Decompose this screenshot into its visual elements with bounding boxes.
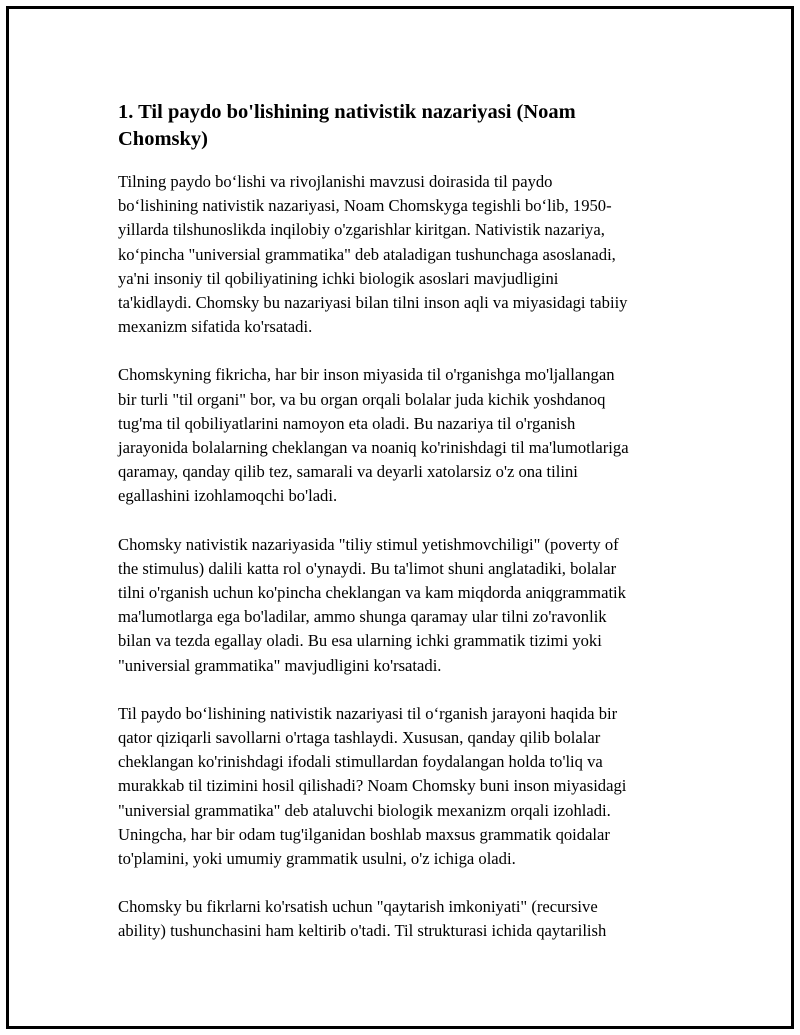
text-line: jarayonida bolalarning cheklangan va noaniq ko'rinishdagi til ma'lumotlariga <box>118 438 629 458</box>
text-line: ability) tushunchasini ham keltirib o'tadi. Til strukturasi ichida qaytarilish <box>118 921 607 941</box>
section-heading-line: 1. Til paydo bo'lishining nativistik nazariyasi (Noam <box>118 101 576 123</box>
text-line: yillarda tilshunoslikda inqilobiy o'zgarishlar kiritgan. Nativistik nazariya, <box>118 220 605 240</box>
text-line: qaramay, qanday qilib tez, samarali va deyarli xatolarsiz o'z ona tilini <box>118 462 578 482</box>
text-line: tug'ma til qobiliyatlarini namoyon eta oladi. Bu nazariya til o'rganish <box>118 413 576 433</box>
text-line: murakkab til tizimini hosil qilishadi? Noam Chomsky buni inson miyasidagi <box>118 776 627 796</box>
text-line: "universial grammatika" mavjudligini ko'rsatadi. <box>118 655 442 675</box>
paragraph-3 <box>118 533 688 678</box>
text-line: mexanizm sifatida ko'rsatadi. <box>118 317 313 337</box>
text-line: to'plamini, yoki umumiy grammatik usulni, o'z ichiga oladi. <box>118 849 516 869</box>
text-line: ya'ni insoniy til qobiliyatining ichki biologik asoslari mavjudligini <box>118 268 559 288</box>
text-line: the stimulus) dalili katta rol o'ynaydi. Bu ta'limot shuni anglatadiki, bolalar <box>118 558 617 578</box>
text-line: bo‘lishining nativistik nazariyasi, Noam Chomskyga tegishli bo‘lib, 1950- <box>118 196 612 216</box>
text-line: Til paydo bo‘lishining nativistik nazariyasi til o‘rganish jarayoni haqida bir <box>118 703 618 723</box>
section-heading-line: Chomsky) <box>118 128 208 150</box>
document-body <box>118 99 688 968</box>
paragraph-5 <box>118 895 688 943</box>
text-line: Uningcha, har bir odam tug'ilganidan boshlab maxsus grammatik qoidalar <box>118 824 610 844</box>
text-line: bilan va tezda egallay oladi. Bu esa ularning ichki grammatik tizimi yoki <box>118 631 602 651</box>
page-frame <box>6 6 794 1029</box>
text-line: egallashini izohlamoqchi bo'ladi. <box>118 486 338 506</box>
paragraph-4 <box>118 702 688 871</box>
text-line: Tilning paydo bo‘lishi va rivojlanishi mavzusi doirasida til paydo <box>118 172 553 191</box>
paragraph-1 <box>118 170 688 339</box>
text-line: cheklangan ko'rinishdagi ifodali stimullardan foydalangan holda to'liq va <box>118 752 603 772</box>
text-line: Chomskyning fikricha, har bir inson miyasida til o'rganishga mo'ljallangan <box>118 365 615 385</box>
paragraph-2 <box>118 363 688 508</box>
text-line: ko‘pincha "universial grammatika" deb ataladigan tushunchaga asoslanadi, <box>118 244 616 264</box>
text-line: Chomsky bu fikrlarni ko'rsatish uchun "qaytarish imkoniyati" (recursive <box>118 897 598 917</box>
text-line: "universial grammatika" deb ataluvchi biologik mexanizm orqali izohladi. <box>118 800 611 820</box>
text-line: qator qiziqarli savollarni o'rtaga tashlaydi. Xususan, qanday qilib bolalar <box>118 728 601 748</box>
text-line: tilni o'rganish uchun ko'pincha cheklangan va kam miqdorda aniqgrammatik <box>118 583 626 603</box>
text-line: ma'lumotlarga ega bo'ladilar, ammo shunga qaramay ular tilni zo'ravonlik <box>118 607 607 627</box>
text-line: ta'kidlaydi. Chomsky bu nazariyasi bilan tilni inson aqli va miyasidagi tabiiy <box>118 293 628 313</box>
text-line: Chomsky nativistik nazariyasida "tiliy stimul yetishmovchiligi" (poverty of <box>118 534 619 554</box>
text-line: bir turli "til organi" bor, va bu organ orqali bolalar juda kichik yoshdanoq <box>118 389 606 409</box>
section-heading <box>118 99 688 153</box>
